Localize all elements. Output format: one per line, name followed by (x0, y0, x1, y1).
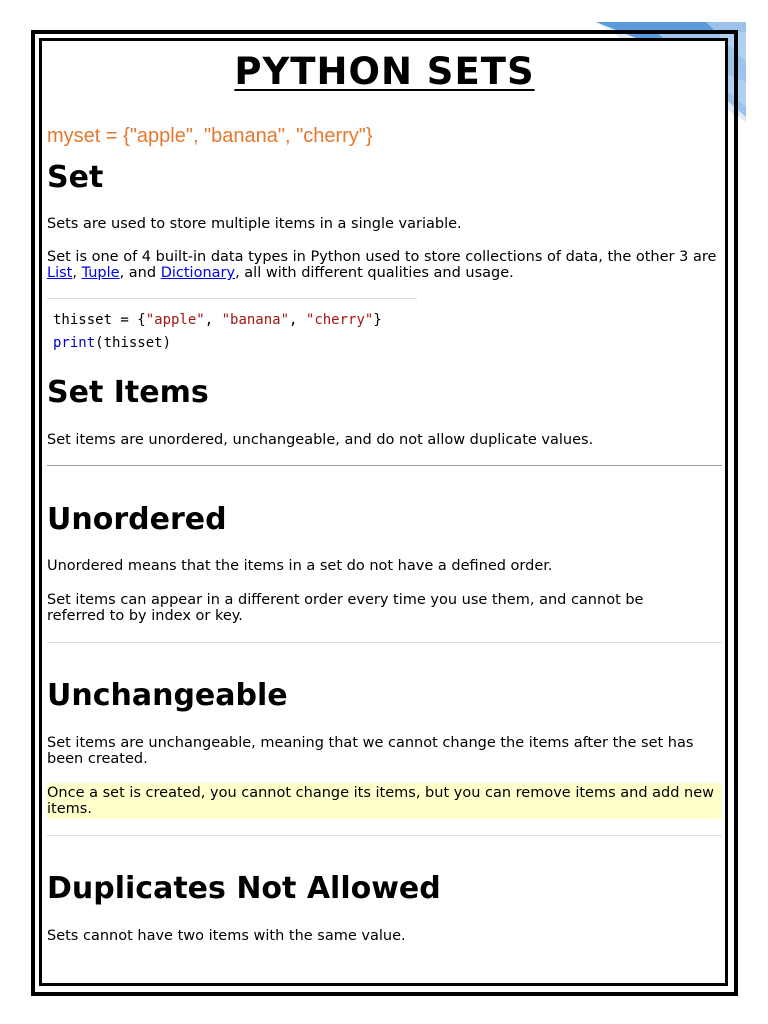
set-items-paragraph: Set items are unordered, unchangeable, and do not allow duplicate values. (47, 432, 594, 448)
heading-set: Set (47, 160, 104, 195)
link-tuple[interactable]: Tuple (81, 265, 120, 281)
unordered-paragraph-2: Set items can appear in a different order every time you use them, and cannot be referred to by index or key. (47, 592, 644, 624)
unchangeable-paragraph: Set items are unchangeable, meaning that we cannot change the items after the set has been created. (47, 735, 694, 767)
link-list[interactable]: List (47, 265, 73, 281)
set-paragraph-1: Sets are used to store multiple items in a single variable. (47, 216, 462, 232)
page-title: PYTHON SETS (234, 50, 535, 93)
heading-unordered: Unordered (47, 502, 227, 537)
set-paragraph-2: Set is one of 4 built-in data types in Python used to store collections of data, the other 3 are List, Tuple, and Dictionary, all with different qualities and usage. (47, 249, 717, 281)
section-divider (47, 835, 722, 836)
link-dictionary[interactable]: Dictionary (160, 265, 236, 281)
myset-example: myset = {"apple", "banana", "cherry"} (47, 125, 373, 147)
unordered-paragraph-1: Unordered means that the items in a set do not have a defined order. (47, 558, 553, 574)
code-line-1: thisset = {"apple", "banana", "cherry"} (53, 312, 382, 328)
duplicates-paragraph: Sets cannot have two items with the same value. (47, 928, 406, 944)
heading-set-items: Set Items (47, 375, 209, 410)
code-block-divider (47, 298, 417, 299)
section-divider (47, 465, 722, 466)
heading-unchangeable: Unchangeable (47, 678, 288, 713)
heading-duplicates-not-allowed: Duplicates Not Allowed (47, 871, 441, 906)
section-divider (47, 642, 722, 643)
highlighted-note: Once a set is created, you cannot change its items, but you can remove items and add new items. (47, 783, 722, 819)
code-block (53, 309, 382, 355)
code-line-2: print(thisset) (53, 335, 172, 351)
